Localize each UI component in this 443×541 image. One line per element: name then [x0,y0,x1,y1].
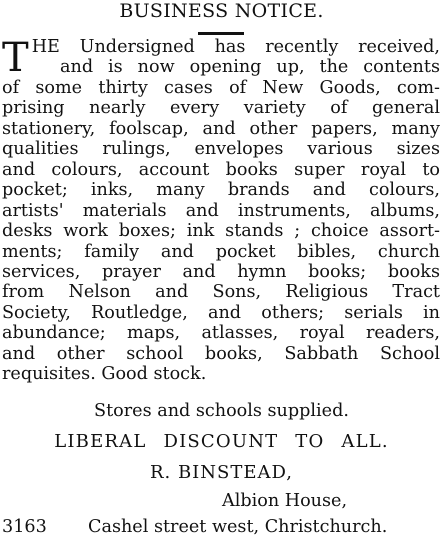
body-line: ments; family and pocket bibles, church [2,241,440,262]
body-line: and other school books, Sabbath School [2,343,440,364]
reference-number: 3163 [2,517,47,537]
notice-title: BUSINESS NOTICE. [119,0,324,22]
body-line: HE Undersigned has recently received, [31,37,440,57]
proprietor-name: R. BINSTEAD, [149,462,294,483]
body-line: Society, Routledge, and others; serials in [2,302,440,323]
body-line: stationery, foolscap, and other papers, many [2,118,440,139]
body-line: and colours, account books super royal to [2,159,440,180]
body-line: desks work boxes; ink stands ; choice assort- [2,221,440,242]
house-name: Albion House, [222,491,348,511]
body-line: artists' materials and instruments, albums, [2,200,440,221]
notice-body [2,37,440,385]
title-divider [198,32,244,35]
body-line: pocket; inks, many brands and colours, [2,180,440,201]
body-line: abundance; maps, atlasses, royal readers, [2,323,440,344]
body-line: services, prayer and hymn books; books [2,261,440,282]
body-line: from Nelson and Sons, Religious Tract [2,282,440,303]
body-line: and is now opening up, the contents [60,57,440,78]
discount-line: LIBERAL DISCOUNT TO ALL. [54,431,389,452]
stores-line: Stores and schools supplied. [94,401,349,421]
street-address: Cashel street west, Christchurch. [88,517,388,537]
body-line: of some thirty cases of New Goods, com- [2,77,440,98]
body-line: prising nearly every variety of general [2,98,440,119]
body-line: qualities rulings, envelopes various sizes [2,139,440,160]
body-line: requisites. Good stock. [2,364,207,385]
drop-cap: T [2,35,29,81]
